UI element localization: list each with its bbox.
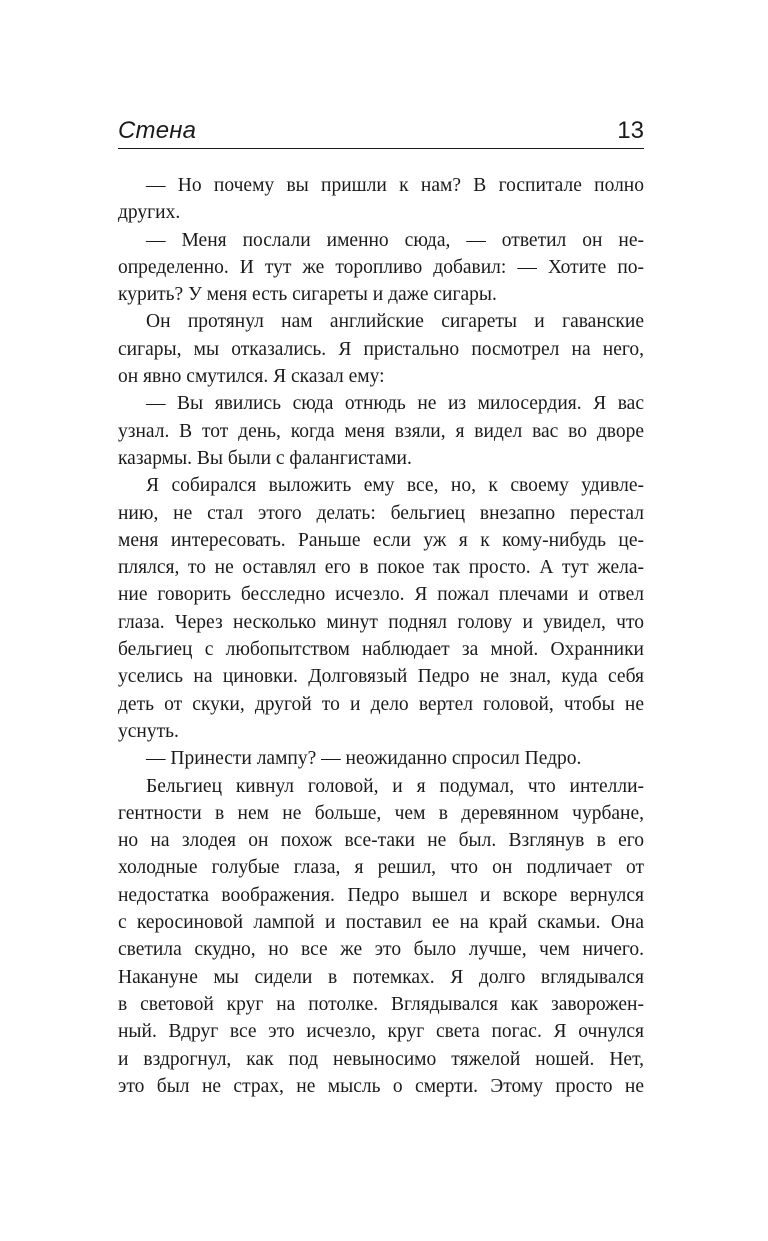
text-line: меня интересовать. Раньше если уж я к кому-нибудь це- [118,529,644,551]
text-line: — Принести лампу? — неожиданно спросил Педро. [146,748,582,770]
page-header [118,112,644,146]
text-line: глаза. Через несколько минут поднял голову и увидел, что [118,611,644,633]
text-line: определенно. И тут же торопливо добавил: — Хотите по- [118,256,644,278]
text-line: недостатка воображения. Педро вышел и вскоре вернулся [118,884,644,906]
text-line: плялся, то не оставлял его в покое так просто. А тут жела- [118,557,644,579]
text-line: курить? У меня есть сигареты и даже сигары. [118,284,497,306]
text-line: — Но почему вы пришли к нам? В госпитале полно [146,175,644,196]
text-line: это был не страх, не мысль о смерти. Этому просто не [118,1075,644,1097]
text-line: Накануне мы сидели в потемках. Я долго вглядывался [118,966,644,988]
running-title: Стена [118,117,197,144]
text-line: холодные голубые глаза, я решил, что он подличает от [118,857,644,879]
text-line: — Вы явились сюда отнюдь не из милосердия. Я вас [146,393,644,415]
text-line: Бельгиец кивнул головой, и я подумал, что интелли- [146,775,644,797]
page-number: 13 [617,117,644,144]
body-text [118,172,644,1100]
text-line: ние говорить бесследно исчезло. Я пожал плечами и отвел [118,584,644,606]
text-line: и вздрогнул, как под невыносимо тяжелой ношей. Нет, [118,1048,644,1070]
text-line: Я собирался выложить ему все, но, к своему удивле- [146,475,644,497]
text-line: сигары, мы отказались. Я пристально посмотрел на него, [118,338,644,360]
text-line: гентности в нем не больше, чем в деревянном чурбане, [118,802,644,824]
text-line: с керосиновой лампой и поставил ее на край скамьи. Она [118,912,644,934]
header-rule [118,148,644,149]
text-line: уснуть. [118,720,179,742]
text-line: в световой круг на потолке. Вглядывался как заворожен- [118,993,644,1015]
text-line: казармы. Вы были с фалангистами. [118,447,412,469]
text-line: — Меня послали именно сюда, — ответил он не- [146,229,644,251]
text-line: бельгиец с любопытством наблюдает за мной. Охранники [118,639,644,661]
text-line: нию, не стал этого делать: бельгиец внезапно перестал [118,502,644,524]
text-line: уселись на циновки. Долговязый Педро не знал, куда себя [118,666,644,688]
text-line: но на злодея он похож все-таки не был. Взглянув в его [118,830,644,852]
text-line: узнал. В тот день, когда меня взяли, я видел вас во дворе [118,420,644,442]
text-line: он явно смутился. Я сказал ему: [118,366,385,388]
text-line: ный. Вдруг все это исчезло, круг света погас. Я очнулся [118,1021,644,1043]
text-line: других. [118,202,181,224]
text-line: светила скудно, но все же это было лучше, чем ничего. [118,939,644,961]
text-line: деть от скуки, другой то и дело вертел головой, чтобы не [118,693,644,715]
text-line: Он протянул нам английские сигареты и гаванские [146,311,644,333]
